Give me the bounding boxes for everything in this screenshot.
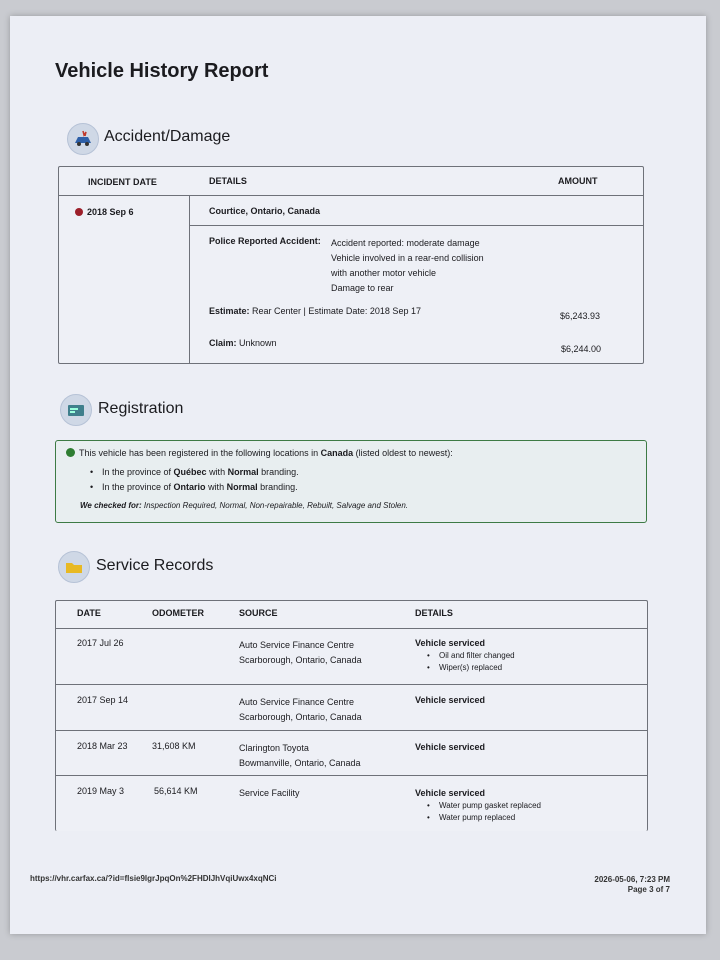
registration-section-title: Registration	[98, 400, 184, 417]
service-source: Clarington Toyota Bowmanville, Ontario, Canada	[239, 743, 361, 768]
service-details: Vehicle serviced	[415, 695, 486, 705]
service-date: 2017 Sep 14	[77, 695, 129, 705]
claim-amount: $6,244.00	[561, 344, 602, 354]
service-details: Vehicle serviced	[415, 742, 486, 752]
odometer-header: ODOMETER	[152, 608, 205, 618]
list-item: • Water pump gasket replaced	[427, 800, 541, 812]
service-date: 2019 May 3	[77, 786, 125, 796]
service-source: Service Facility	[239, 788, 300, 798]
service-section-title: Service Records	[96, 557, 214, 574]
report-title: Vehicle History Report	[55, 60, 269, 82]
date-header: DATE	[77, 608, 101, 618]
service-source: Auto Service Finance Centre Scarborough, Ontario, Canada	[239, 697, 362, 722]
registration-icon	[60, 394, 92, 426]
page-meta: 2026-05-06, 7:23 PM Page 3 of 7	[594, 875, 670, 894]
service-details: Vehicle serviced • Oil and filter changed • Wiper(s) replaced	[415, 638, 515, 674]
registration-intro: This vehicle has been registered in the following locations in Canada (listed oldest to newest):	[66, 448, 453, 458]
divider	[55, 684, 647, 685]
list-item: • Oil and filter changed	[427, 650, 515, 662]
service-date: 2017 Jul 26	[77, 638, 124, 648]
registration-list	[90, 465, 299, 495]
car-crash-icon	[67, 123, 99, 155]
list-item: • In the province of Ontario with Normal branding.	[90, 480, 299, 495]
alert-dot-icon	[75, 208, 83, 216]
divider	[190, 225, 643, 226]
source-header: SOURCE	[239, 608, 278, 618]
folder-icon	[58, 551, 90, 583]
incident-date-header: INCIDENT DATE	[88, 177, 157, 187]
divider	[189, 196, 190, 363]
estimate-amount: $6,243.93	[560, 311, 601, 321]
details-header: DETAILS	[209, 176, 247, 186]
divider	[55, 628, 647, 629]
police-details: Accident reported: moderate damage Vehicle involved in a rear-end collision with another motor vehicle Damage to rear	[331, 238, 484, 293]
check-circle-icon	[66, 448, 75, 457]
list-item: • Wiper(s) replaced	[427, 662, 515, 674]
police-label: Police Reported Accident:	[209, 236, 321, 246]
accident-section-title: Accident/Damage	[104, 128, 231, 145]
service-date: 2018 Mar 23	[77, 741, 128, 751]
service-details-header: DETAILS	[415, 608, 453, 618]
amount-header: AMOUNT	[558, 176, 598, 186]
service-odometer: 56,614 KM	[154, 786, 198, 796]
report-url[interactable]: https://vhr.carfax.ca/?id=flsie9lgrJpqOn%2FHDIJhVqiUwx4xqNCi	[30, 874, 277, 883]
service-source: Auto Service Finance Centre Scarborough, Ontario, Canada	[239, 640, 362, 665]
checked-for: We checked for: Inspection Required, Normal, Non-repairable, Rebuilt, Salvage and Stolen.	[80, 501, 409, 510]
divider	[55, 730, 647, 731]
incident-location: Courtice, Ontario, Canada	[209, 206, 321, 216]
service-details: Vehicle serviced • Water pump gasket replaced • Water pump replaced	[415, 788, 541, 824]
divider	[55, 775, 647, 776]
estimate-line: Estimate: Rear Center | Estimate Date: 2018 Sep 17	[209, 306, 421, 316]
incident-date: 2018 Sep 6	[75, 207, 134, 217]
divider	[58, 195, 643, 196]
list-item: • In the province of Québec with Normal branding.	[90, 465, 299, 480]
service-odometer: 31,608 KM	[152, 741, 196, 751]
list-item: • Water pump replaced	[427, 812, 541, 824]
claim-line: Claim: Unknown	[209, 338, 277, 348]
